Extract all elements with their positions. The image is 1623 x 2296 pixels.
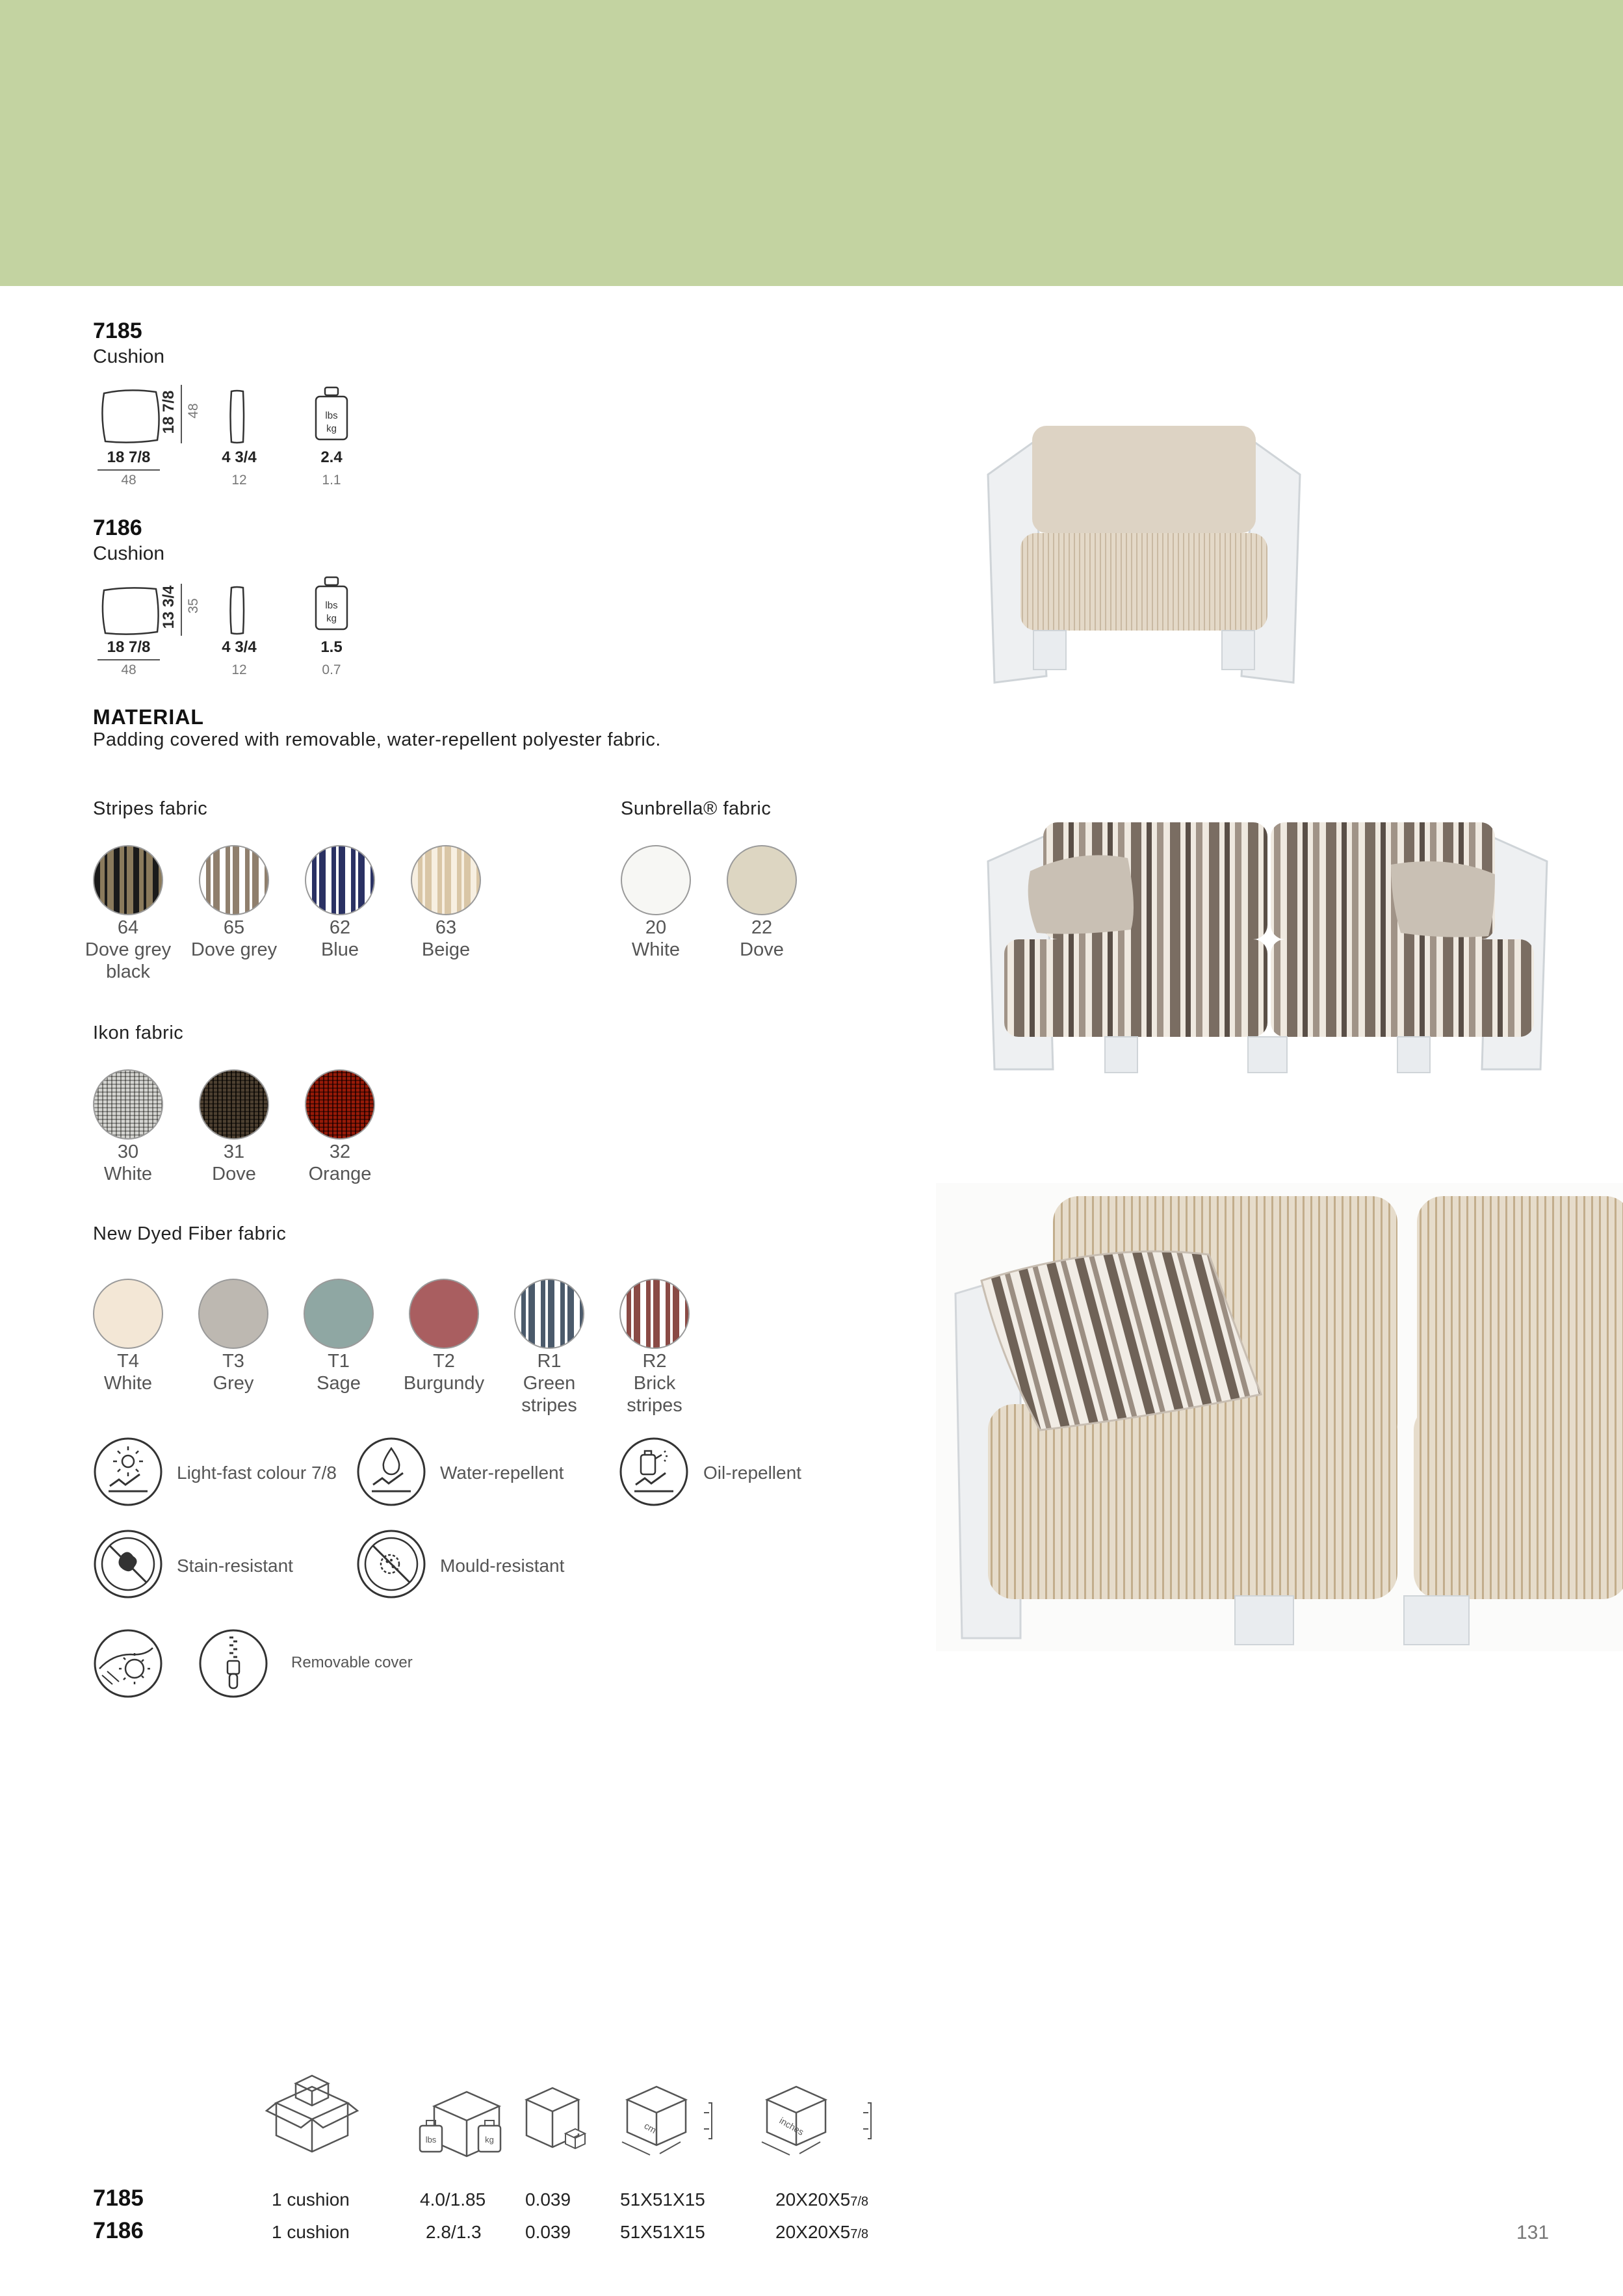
- swatch-name: Burgundy: [403, 1373, 485, 1394]
- weight-icon-kg: kg: [326, 423, 337, 434]
- pack-inches-frac: 7/8: [850, 2195, 869, 2209]
- swatch-name: Brick stripes: [627, 1373, 682, 1416]
- fabric-swatch: [93, 1069, 163, 1140]
- width-line: [97, 469, 160, 471]
- depth-cm: 12: [231, 473, 247, 488]
- material-title: MATERIAL: [93, 705, 204, 729]
- height-cm: 48: [186, 403, 201, 419]
- swatch-name: Beige: [421, 939, 471, 960]
- width-value: 18 7/8: [107, 638, 151, 656]
- swatch-code: 31: [223, 1141, 245, 1162]
- swatch-name: White: [631, 939, 681, 960]
- stacked-box-icon: [263, 2070, 361, 2155]
- cm-label: cm: [642, 2120, 658, 2135]
- fabric-swatch: [93, 1279, 163, 1349]
- pack-cm: 51X51X15: [620, 2222, 705, 2242]
- fabric-swatch: [198, 1279, 268, 1349]
- swatch-code: T2: [433, 1351, 455, 1372]
- width-value: 18 7/8: [107, 449, 151, 466]
- page-number: 131: [1516, 2222, 1550, 2243]
- swatch-code: 64: [117, 917, 139, 938]
- kg-label: kg: [485, 2135, 494, 2145]
- fabric-swatch: [305, 845, 375, 915]
- swatch-name: Dove grey: [190, 939, 278, 960]
- fabric-swatch: [514, 1279, 584, 1349]
- swatch-code: 65: [223, 917, 245, 938]
- sofa-closeup-photo: [936, 1183, 1623, 1651]
- oil-spray-icon: [619, 1437, 689, 1507]
- pack-volume: 0.039: [525, 2189, 571, 2210]
- fabric-swatch: [621, 845, 691, 915]
- pack-cm: 51X51X15: [620, 2189, 705, 2210]
- product-code: 7186: [93, 515, 142, 540]
- swatch-name: Dove: [212, 1164, 256, 1184]
- cushion-side-icon: [227, 585, 247, 636]
- lbs-label: lbs: [425, 2135, 437, 2145]
- swatch-name: Dove grey black: [84, 939, 172, 982]
- box-weight-icon: [415, 2080, 506, 2158]
- pack-volume: 0.039: [525, 2222, 571, 2242]
- depth-value: 4 3/4: [222, 638, 257, 656]
- ikon-fabric-title: Ikon fabric: [93, 1023, 184, 1043]
- feature-label: Mould-resistant: [440, 1556, 565, 1576]
- swatch-code: T1: [328, 1351, 350, 1372]
- weight-icon: [312, 386, 351, 445]
- cm-box-icon: [621, 2077, 731, 2168]
- width-cm: 48: [121, 473, 136, 488]
- weight-lbs: 1.5: [320, 638, 343, 656]
- product-name: Cushion: [93, 543, 165, 564]
- swatch-code: 30: [117, 1141, 139, 1162]
- swatch-code: T4: [117, 1351, 139, 1372]
- inches-label: inches: [777, 2115, 806, 2137]
- stripes-fabric-title: Stripes fabric: [93, 798, 208, 819]
- zipper-icon: [198, 1628, 268, 1699]
- fabric-swatch: [411, 845, 481, 915]
- pack-inches-main: 20X20X5: [775, 2189, 851, 2210]
- sofa-photo: [975, 809, 1560, 1082]
- pack-inches-frac: 7/8: [850, 2227, 869, 2241]
- pack-inches: [775, 2222, 868, 2243]
- fabric-swatch: [199, 1069, 269, 1140]
- new-dyed-fabric-title: New Dyed Fiber fabric: [93, 1223, 287, 1244]
- sunbrella-fabric-title: Sunbrella® fabric: [621, 798, 772, 819]
- armchair-photo: [975, 403, 1313, 689]
- swatch-code: R2: [642, 1351, 667, 1372]
- pack-weight: 4.0/1.85: [420, 2189, 486, 2210]
- pack-qty: 1 cushion: [272, 2189, 350, 2210]
- weight-icon: [312, 576, 351, 634]
- swatch-name: Orange: [308, 1164, 372, 1184]
- swatch-code: T3: [222, 1351, 244, 1372]
- swatch-name: White: [103, 1164, 153, 1184]
- water-drop-icon: [356, 1437, 426, 1507]
- height-value: 13 3/4: [160, 585, 177, 629]
- height-line: [181, 385, 182, 443]
- feature-label: Removable cover: [291, 1654, 413, 1671]
- weight-kg: 0.7: [322, 662, 341, 677]
- weight-icon-lbs: lbs: [325, 600, 338, 611]
- height-dimension: [151, 585, 201, 629]
- height-cm: 35: [186, 598, 201, 614]
- feature-label: Water-repellent: [440, 1463, 564, 1483]
- lightfast-icon: [93, 1437, 163, 1507]
- inches-box-icon: [760, 2077, 877, 2168]
- depth-cm: 12: [231, 662, 247, 677]
- fabric-swatch: [93, 845, 163, 915]
- swatch-name: White: [103, 1373, 153, 1394]
- swatch-code: R1: [537, 1351, 562, 1372]
- feature-label: Stain-resistant: [177, 1556, 293, 1576]
- pack-inches: [775, 2189, 868, 2210]
- feature-label: Oil-repellent: [703, 1463, 801, 1483]
- material-description: Padding covered with removable, water-repellent polyester fabric.: [93, 729, 661, 750]
- pack-code: 7185: [93, 2185, 144, 2211]
- swatch-name: Sage: [317, 1373, 361, 1394]
- fabric-swatch: [619, 1279, 690, 1349]
- fabric-swatch: [305, 1069, 375, 1140]
- swatch-name: Dove: [740, 939, 784, 960]
- fabric-swatch: [199, 845, 269, 915]
- sun-shade-icon: [93, 1628, 163, 1699]
- weight-kg: 1.1: [322, 473, 341, 488]
- swatch-code: 62: [329, 917, 351, 938]
- swatch-code: 20: [645, 917, 667, 938]
- weight-lbs: 2.4: [320, 449, 343, 466]
- swatch-code: 22: [751, 917, 773, 938]
- fabric-swatch: [304, 1279, 374, 1349]
- height-line: [181, 584, 182, 636]
- pack-code: 7186: [93, 2218, 144, 2243]
- pack-qty: 1 cushion: [272, 2222, 350, 2242]
- height-dimension: [151, 390, 201, 434]
- depth-value: 4 3/4: [222, 449, 257, 466]
- volume-box-icon: [520, 2080, 591, 2158]
- swatch-name: Blue: [320, 939, 359, 960]
- swatch-code: 63: [435, 917, 457, 938]
- product-name: Cushion: [93, 346, 165, 367]
- header-band: [0, 0, 1623, 286]
- swatch-name: Green stripes: [521, 1373, 577, 1416]
- fabric-swatch: [409, 1279, 479, 1349]
- product-code: 7185: [93, 319, 142, 343]
- weight-icon-lbs: lbs: [325, 410, 338, 421]
- pack-inches-main: 20X20X5: [775, 2222, 851, 2242]
- feature-label: Light-fast colour 7/8: [177, 1463, 337, 1483]
- swatch-code: 32: [329, 1141, 351, 1162]
- width-cm: 48: [121, 662, 136, 677]
- stain-icon: [93, 1529, 163, 1599]
- mould-icon: [356, 1529, 426, 1599]
- weight-icon-kg: kg: [326, 613, 337, 624]
- swatch-name: Grey: [213, 1373, 254, 1394]
- width-line: [97, 659, 160, 660]
- pack-weight: 2.8/1.3: [426, 2222, 482, 2242]
- height-value: 18 7/8: [160, 390, 177, 434]
- fabric-swatch: [727, 845, 797, 915]
- cushion-side-icon: [227, 389, 247, 445]
